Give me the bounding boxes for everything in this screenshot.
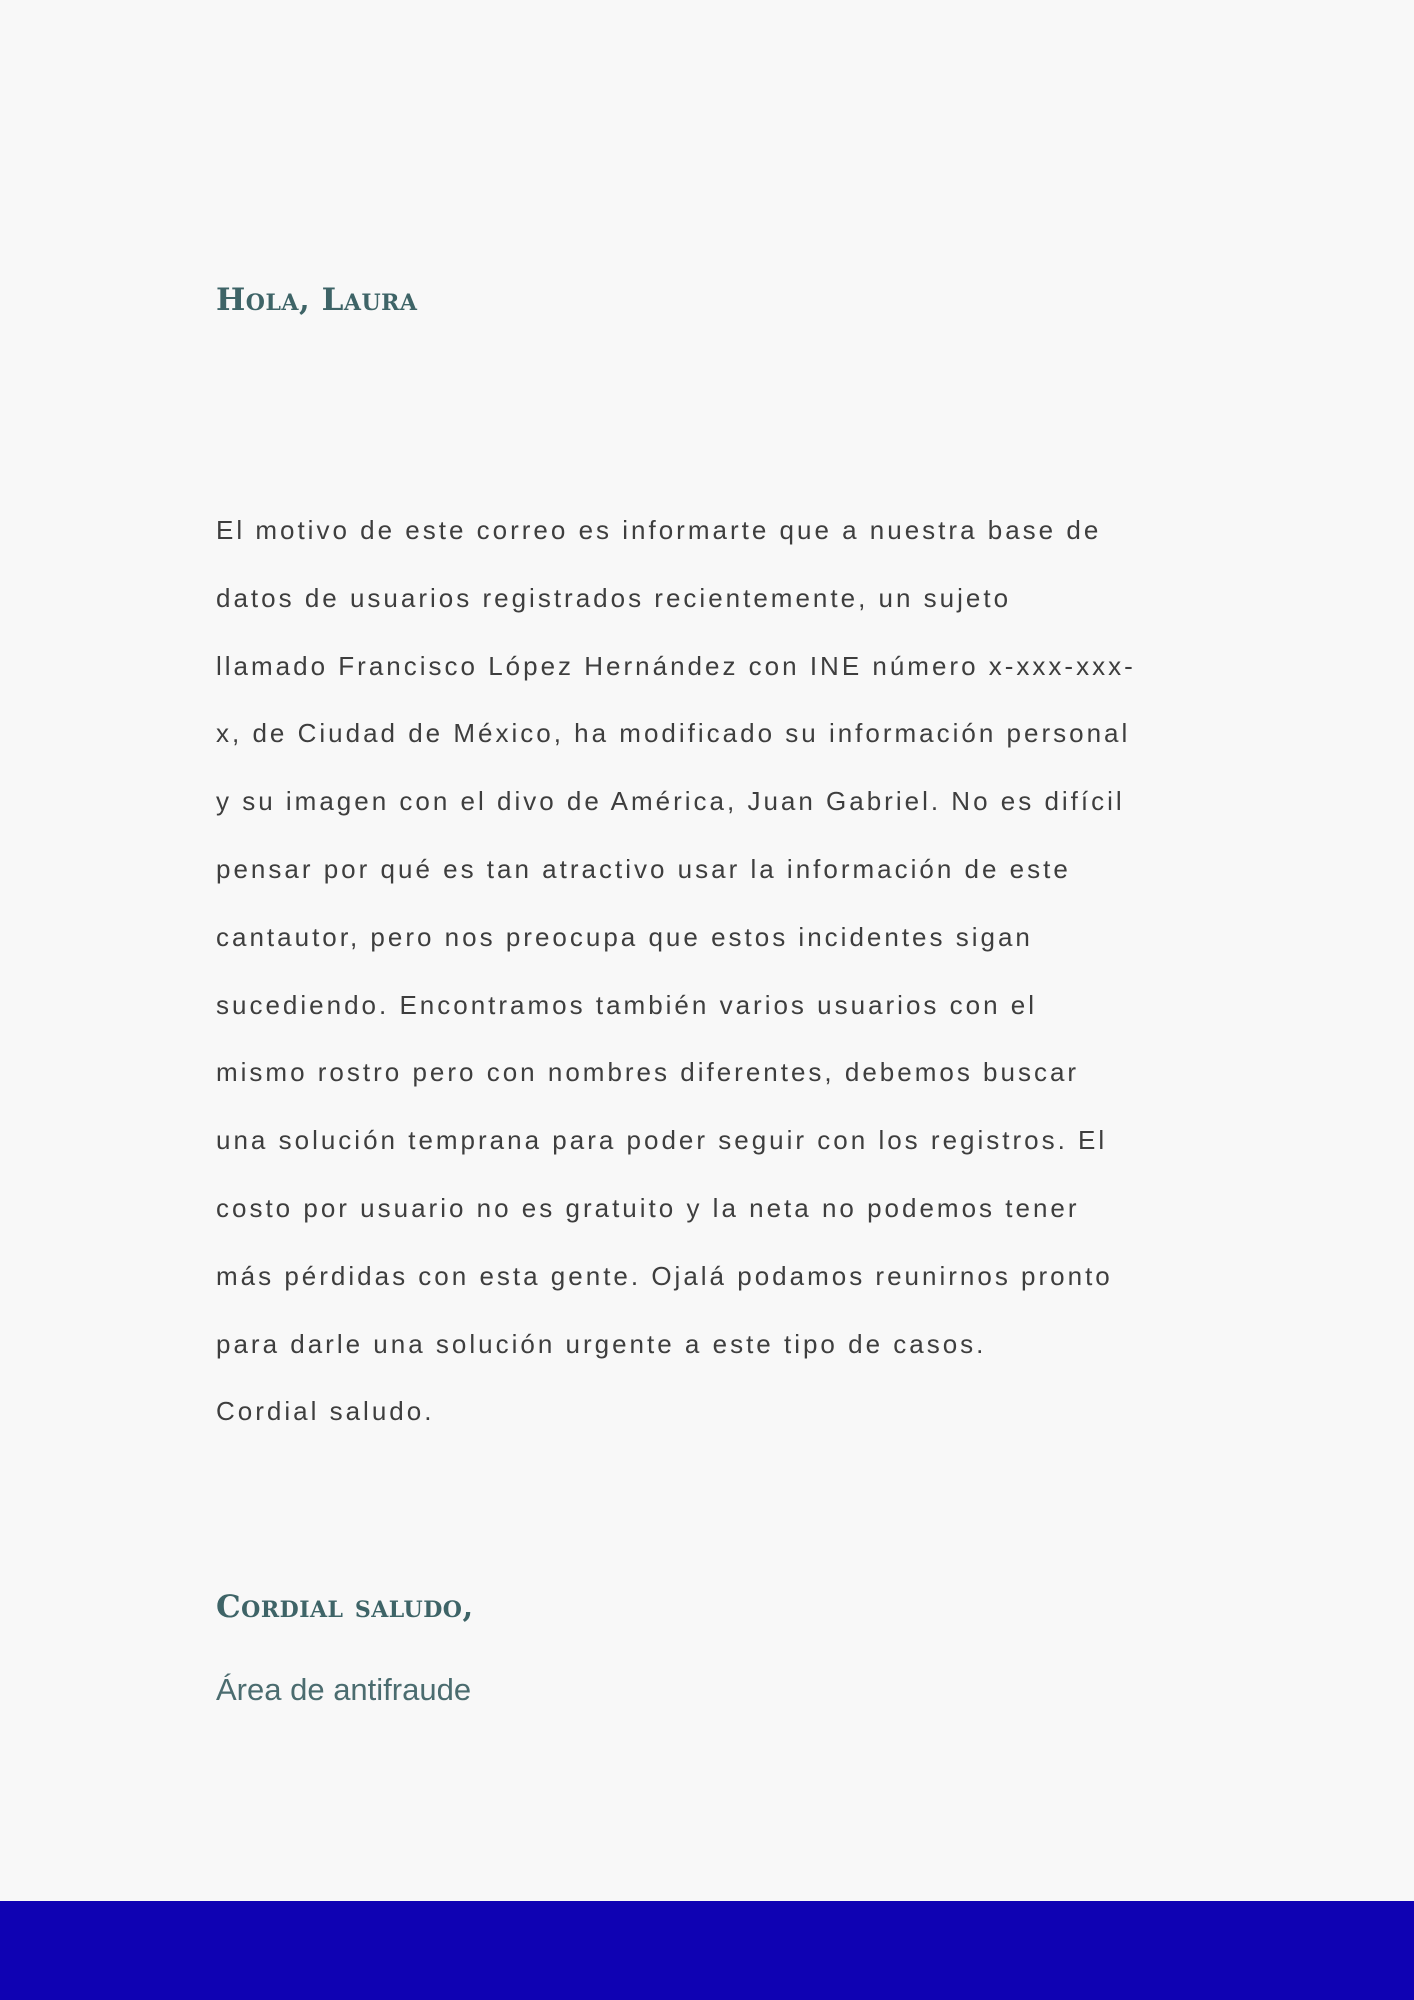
body-line: Cordial saludo. bbox=[216, 1396, 435, 1427]
body-line: datos de usuarios registrados recientemente, un sujeto bbox=[216, 582, 1012, 613]
body-line: y su imagen con el divo de América, Juan Gabriel. No es difícil bbox=[216, 786, 1125, 817]
body-line: llamado Francisco López Hernández con INE número x-xxx-xxx- bbox=[216, 650, 1136, 681]
body-line: sucediendo. Encontramos también varios usuarios con el bbox=[216, 989, 1038, 1020]
body-line: más pérdidas con esta gente. Ojalá podamos reunirnos pronto bbox=[216, 1260, 1113, 1291]
body-line: para darle una solución urgente a este tipo de casos. bbox=[216, 1328, 987, 1359]
greeting-heading: Hola, Laura bbox=[216, 282, 418, 318]
letter-body bbox=[216, 497, 1206, 1446]
body-line: costo por usuario no es gratuito y la neta no podemos tener bbox=[216, 1192, 1080, 1223]
body-line: una solución temprana para poder seguir con los registros. El bbox=[216, 1125, 1108, 1156]
body-line: cantautor, pero nos preocupa que estos incidentes sigan bbox=[216, 921, 1033, 952]
footer-band bbox=[0, 1901, 1414, 2000]
body-line: El motivo de este correo es informarte que a nuestra base de bbox=[216, 515, 1102, 545]
body-line: x, de Ciudad de México, ha modificado su información personal bbox=[216, 718, 1131, 749]
signature-department: Área de antifraude bbox=[216, 1672, 472, 1707]
body-line: pensar por qué es tan atractivo usar la información de este bbox=[216, 853, 1071, 884]
closing-heading: Cordial saludo, bbox=[216, 1589, 474, 1625]
body-line: mismo rostro pero con nombres diferentes, debemos buscar bbox=[216, 1057, 1080, 1088]
